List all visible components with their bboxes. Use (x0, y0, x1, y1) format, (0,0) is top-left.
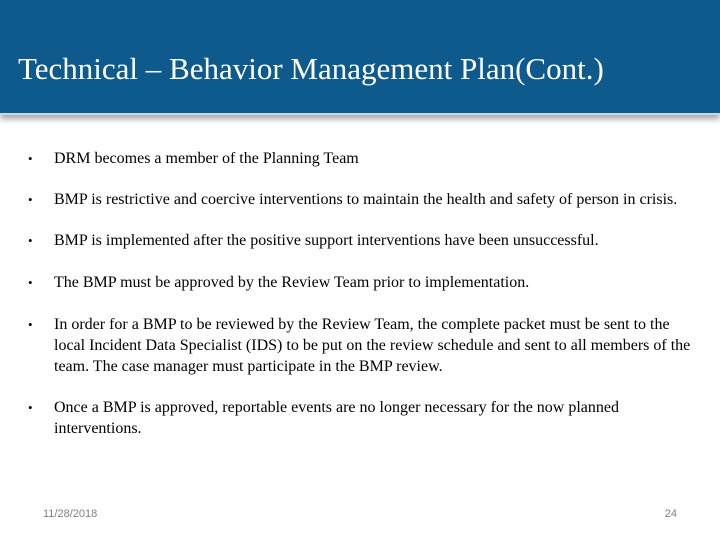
bullet-dot-icon: • (28, 233, 33, 248)
bullet-dot-icon: • (28, 275, 33, 290)
bullet-item (26, 397, 696, 439)
bullet-text: Once a BMP is approved, reportable events are no longer necessary for the now planned interventions. (54, 399, 619, 437)
bullet-text: In order for a BMP to be reviewed by the Review Team, the complete packet must be sent to the local Incident Data Specialist (IDS) to be put on the review schedule and sent to all members of the team. The case manager must participate in the BMP review. (54, 316, 691, 375)
bullet-dot-icon: • (28, 400, 33, 415)
bullet-item (26, 148, 696, 169)
bullet-list (26, 148, 696, 439)
bullet-dot-icon: • (28, 317, 33, 332)
bullet-text: DRM becomes a member of the Planning Team (54, 150, 359, 167)
bullet-text: BMP is implemented after the positive support interventions have been unsuccessful. (54, 232, 599, 249)
slide-title: Technical – Behavior Management Plan(Cont.) (18, 51, 604, 86)
bullet-item (26, 314, 696, 377)
title-bar (0, 0, 720, 115)
bullet-item (26, 272, 696, 293)
bullet-text: BMP is restrictive and coercive interventions to maintain the health and safety of person in crisis. (54, 191, 678, 208)
bullet-dot-icon: • (28, 192, 33, 207)
bullet-text: The BMP must be approved by the Review Team prior to implementation. (54, 274, 530, 291)
bullet-item (26, 189, 696, 210)
footer-date: 11/28/2018 (43, 508, 98, 520)
bullet-item (26, 230, 696, 251)
bullet-dot-icon: • (28, 151, 33, 166)
slide-number: 24 (664, 508, 677, 520)
